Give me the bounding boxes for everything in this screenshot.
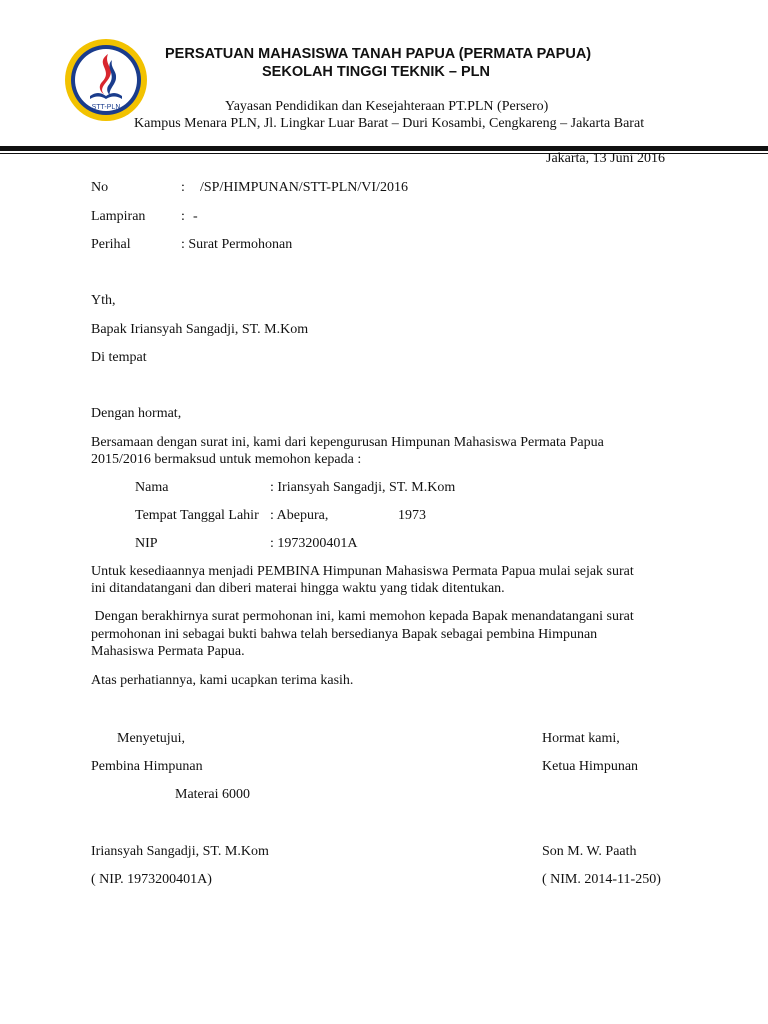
ttl-year: 1973 — [398, 508, 426, 523]
greeting: Dengan hormat, — [91, 406, 182, 421]
paragraph-2-line-2: permohonan ini sebagai bukti bahwa telah bersedianya Bapak sebagai pembina Himpunan — [91, 627, 598, 642]
perihal-label: Perihal — [91, 237, 131, 252]
sender-id: ( NIM. 2014-11-250) — [542, 872, 661, 887]
salutation-yth: Yth, — [91, 293, 116, 308]
no-label: No — [91, 180, 109, 195]
foundation-name: Yayasan Pendidikan dan Kesejahteraan PT.PLN (Persero) — [225, 99, 549, 114]
paragraph-1-line-1: Untuk kesediaannya menjadi PEMBINA Himpunan Mahasiswa Permata Papua mulai sejak surat — [91, 564, 634, 579]
no-colon: : — [181, 180, 185, 195]
approver-name: Iriansyah Sangadji, ST. M.Kom — [91, 844, 269, 859]
perihal-value: : Surat Permohonan — [181, 237, 293, 252]
approval-header: Menyetujui, — [117, 731, 186, 746]
approver-id: ( NIP. 1973200401A) — [91, 872, 212, 887]
organization-logo — [64, 38, 148, 122]
letter-date: Jakarta, 13 Juni 2016 — [546, 151, 665, 166]
institution-name: SEKOLAH TINGGI TEKNIK – PLN — [262, 64, 490, 80]
recipient-name: Bapak Iriansyah Sangadji, ST. M.Kom — [91, 322, 309, 337]
lampiran-value: - — [193, 209, 198, 224]
ttl-label: Tempat Tanggal Lahir — [135, 508, 259, 523]
no-value: /SP/HIMPUNAN/STT-PLN/VI/2016 — [200, 180, 408, 195]
organization-name: PERSATUAN MAHASISWA TANAH PAPUA (PERMATA PAPUA) — [165, 46, 592, 62]
closing-text: Atas perhatiannya, kami ucapkan terima kasih. — [91, 673, 354, 688]
ttl-value: : Abepura, — [270, 508, 329, 523]
intro-line-1: Bersamaan dengan surat ini, kami dari kepengurusan Himpunan Mahasiswa Permata Papua — [91, 435, 604, 450]
sender-header: Hormat kami, — [542, 731, 620, 746]
logo-text: STT-PLN — [91, 104, 121, 111]
sender-role: Ketua Himpunan — [542, 759, 639, 774]
nip-value: : 1973200401A — [270, 536, 358, 551]
nip-label: NIP — [135, 536, 158, 551]
intro-line-2: 2015/2016 bermaksud untuk memohon kepada : — [91, 452, 362, 467]
sender-name: Son M. W. Paath — [542, 844, 637, 859]
approver-role: Pembina Himpunan — [91, 759, 203, 774]
nama-label: Nama — [135, 480, 169, 495]
paragraph-2-line-3: Mahasiswa Permata Papua. — [91, 644, 245, 659]
recipient-place: Di tempat — [91, 350, 147, 365]
address: Kampus Menara PLN, Jl. Lingkar Luar Barat – Duri Kosambi, Cengkareng – Jakarta Barat — [134, 116, 645, 131]
lampiran-label: Lampiran — [91, 209, 146, 224]
nama-value: : Iriansyah Sangadji, ST. M.Kom — [270, 480, 456, 495]
paragraph-1-line-2: ini ditandatangani dan diberi materai hingga waktu yang tidak ditentukan. — [91, 581, 505, 596]
stamp-placeholder: Materai 6000 — [175, 787, 251, 802]
paragraph-2-line-1: Dengan berakhirnya surat permohonan ini, kami memohon kepada Bapak menandatangani surat — [91, 609, 634, 624]
lampiran-colon: : — [181, 209, 185, 224]
